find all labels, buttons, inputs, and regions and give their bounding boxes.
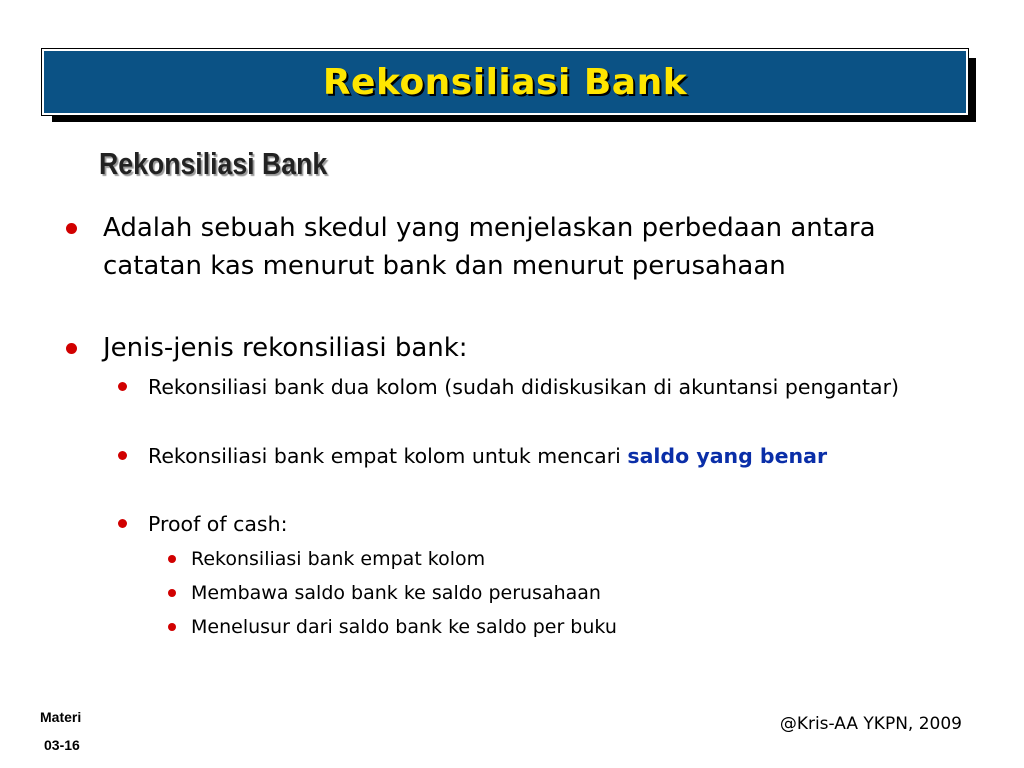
bullet-dot-icon: [66, 343, 77, 354]
bullet-dot-icon: [168, 589, 176, 597]
footer-materi: Materi: [40, 709, 82, 725]
bullet-types: Jenis-jenis rekonsiliasi bank:: [103, 333, 468, 363]
highlight-correct-balance: saldo yang benar: [627, 444, 828, 468]
slide-subtitle: Rekonsiliasi Bank: [99, 146, 328, 181]
bullet-dot-icon: [118, 519, 127, 528]
bullet-dot-icon: [168, 555, 176, 563]
footer-page-number: 03-16: [44, 737, 80, 753]
bullet-four-column-text: Rekonsiliasi bank empat kolom untuk mencari: [148, 444, 621, 468]
bullet-dot-icon: [118, 382, 127, 391]
bullet-dot-icon: [118, 451, 127, 460]
footer-credit: @Kris-AA YKPN, 2009: [779, 714, 962, 734]
bullet-dot-icon: [168, 623, 176, 631]
bullet-two-column: Rekonsiliasi bank dua kolom (sudah didiskusikan di akuntansi pengantar): [148, 375, 900, 399]
slide-title: Rekonsiliasi Bank: [322, 61, 688, 103]
bullet-proof-of-cash: Proof of cash:: [148, 512, 288, 536]
bullet-sub-trace: Menelusur dari saldo bank ke saldo per buku: [191, 616, 617, 638]
bullet-definition: Adalah sebuah skedul yang menjelaskan perbedaan antara catatan kas menurut bank dan menurut perusahaan: [103, 213, 876, 281]
bullet-dot-icon: [66, 223, 77, 234]
bullet-four-column: [148, 441, 908, 472]
bullet-sub-four-column: Rekonsiliasi bank empat kolom: [191, 548, 486, 570]
bullet-sub-bank-to-company: Membawa saldo bank ke saldo perusahaan: [191, 582, 601, 604]
title-bar: [42, 49, 968, 115]
